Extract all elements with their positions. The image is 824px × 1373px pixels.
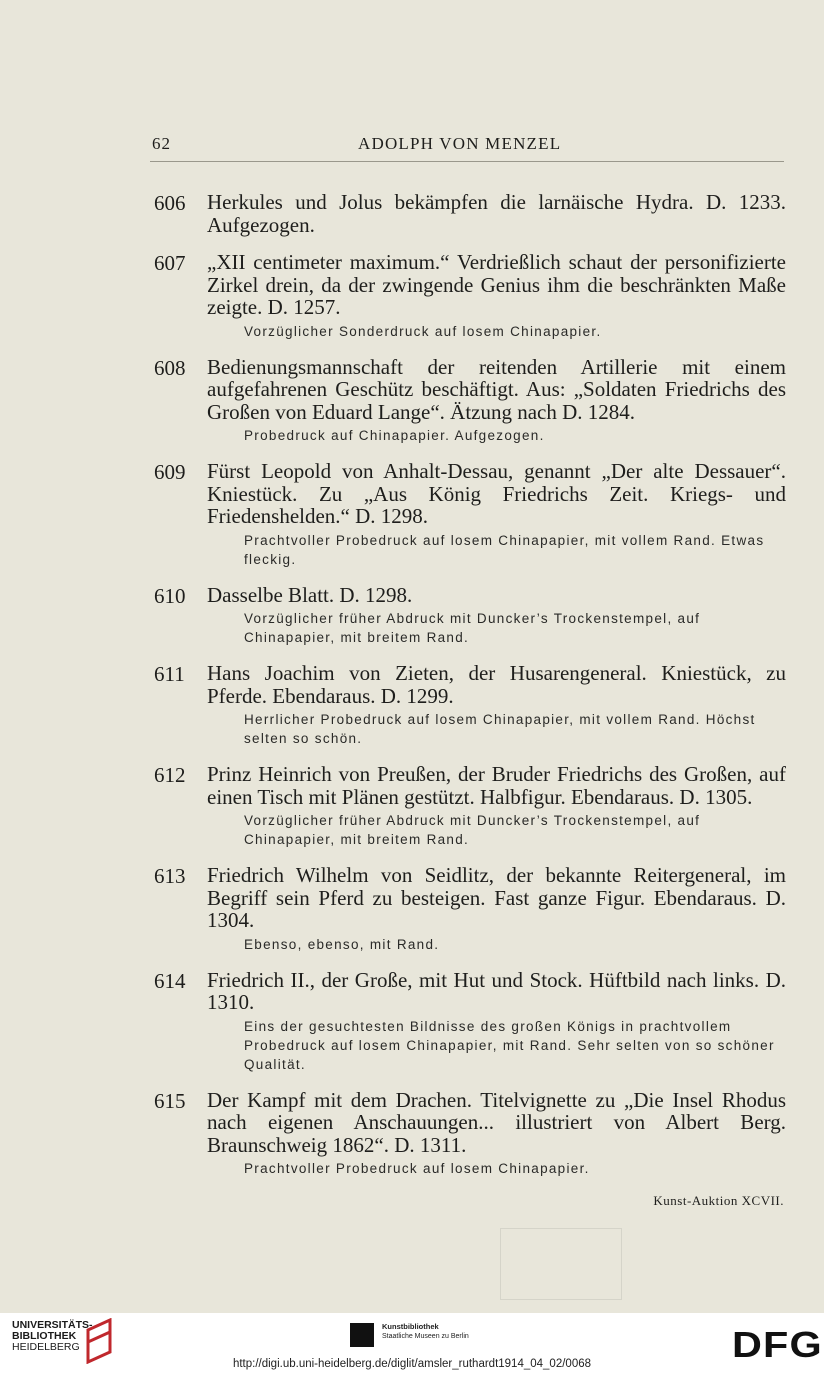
- entry-title: Herkules und Jolus bekämpfen die larnäische Hydra. D. 1233. Aufgezogen.: [207, 190, 786, 237]
- kunstbibliothek-logo-icon: [350, 1323, 374, 1347]
- entry-number: 608: [154, 355, 186, 380]
- entry-title: Fürst Leopold von Anhalt-Dessau, genannt „Der alte Dessauer“. Kniestück. Zu „Aus König Friedrichs Zeit. Kriegs- und Friedenshelden.“ D. 1298.: [207, 459, 786, 528]
- entry-number: 607: [154, 251, 186, 275]
- entry-number: 606: [154, 191, 186, 215]
- entry-number: 610: [154, 583, 186, 608]
- entry-note: Ebenso, ebenso, mit Rand.: [244, 936, 440, 952]
- page-number: 62: [152, 134, 171, 153]
- university-library-logo-text: [12, 1320, 93, 1353]
- running-title: ADOLPH VON MENZEL: [358, 134, 562, 153]
- entry-note: Eins der gesuchtesten Bildnisse des großen Königs in prachtvollem Probedruck auf losem Chinapapier, mit Rand. Sehr selten von so schöner Qualität.: [244, 1018, 775, 1072]
- entry-note: Prachtvoller Probedruck auf losem Chinapapier.: [244, 1161, 590, 1176]
- header-rule: [150, 161, 784, 162]
- entry-title: Bedienungsmannschaft der reitenden Artillerie mit einem aufgefahrenen Geschütz beschäftigt. Aus: „Soldaten Friedrichs des Großen von Eduard Lange“. Ätzung nach D. 1284.: [207, 354, 786, 424]
- entry-title: Hans Joachim von Zieten, der Husarengeneral. Kniestück, zu Pferde. Ebendaraus. D. 1299.: [207, 661, 786, 708]
- catalog-entry: [154, 864, 786, 954]
- entry-title: Dasselbe Blatt. D. 1298.: [207, 582, 413, 607]
- catalog-entry: [154, 763, 786, 849]
- entry-note: Vorzüglicher Sonderdruck auf losem Chinapapier.: [244, 323, 602, 339]
- catalog-entry: [154, 460, 786, 569]
- entry-title: Friedrich II., der Große, mit Hut und Stock. Hüftbild nach links. D. 1310.: [207, 967, 786, 1014]
- university-line-1: UNIVERSITÄTS-: [12, 1319, 93, 1331]
- catalog-entry: [154, 969, 786, 1074]
- entry-title: „XII centimeter maximum.“ Verdrießlich schaut der personifizierte Zirkel drein, da der zwingende Genius ihm die beschränkten Maße zeigte. D. 1257.: [207, 250, 786, 319]
- catalog-entry: [154, 251, 786, 341]
- catalog-entry: [154, 584, 786, 648]
- entry-number: 614: [154, 968, 186, 993]
- entry-note: Prachtvoller Probedruck auf losem Chinapapier, mit vollem Rand. Etwas fleckig.: [244, 532, 765, 567]
- dfg-logo: DFG: [732, 1324, 823, 1365]
- entry-note: Probedruck auf Chinapapier. Aufgezogen.: [244, 428, 545, 443]
- university-line-2: BIBLIOTHEK: [12, 1330, 77, 1342]
- entry-note: Herrlicher Probedruck auf losem Chinapapier, mit vollem Rand. Höchst selten so schön.: [244, 712, 756, 746]
- catalog-entry: [154, 356, 786, 446]
- entry-note: Vorzüglicher früher Abdruck mit Duncker’s Trockenstempel, auf Chinapapier, mit breitem Rand.: [244, 611, 701, 645]
- catalog-footer: Kunst-Auktion XCVII.: [653, 1193, 784, 1208]
- entry-number: 615: [154, 1088, 186, 1113]
- entry-number: 609: [154, 460, 186, 484]
- catalog-entry: [154, 662, 786, 748]
- university-line-3: HEIDELBERG: [12, 1341, 80, 1353]
- catalog-entry: [154, 191, 786, 236]
- entry-title: Der Kampf mit dem Drachen. Titelvignette zu „Die Insel Rhodus nach eigenen Anschauungen... illustriert von Albert Berg. Braunschweig 1862“. D. 1311.: [207, 1087, 786, 1157]
- entry-title: Friedrich Wilhelm von Seidlitz, der bekannte Reitergeneral, im Begriff sein Pferd zu besteigen. Fast ganze Figur. Ebendaraus. D. 1304.: [207, 863, 786, 932]
- page-header: [150, 134, 784, 160]
- entry-number: 612: [154, 763, 186, 787]
- faint-stamp: [500, 1228, 622, 1300]
- kunstbibliothek-text: [382, 1322, 469, 1341]
- permalink-url[interactable]: http://digi.ub.uni-heidelberg.de/diglit/amsler_ruthardt1914_04_02/0068: [232, 1358, 592, 1370]
- entry-title: Prinz Heinrich von Preußen, der Bruder Friedrichs des Großen, auf einen Tisch mit Plänen gestützt. Halbfigur. Ebendaraus. D. 1305.: [207, 762, 786, 809]
- entry-number: 613: [154, 864, 186, 888]
- catalog-entry: [154, 1089, 786, 1179]
- kb-line-1: Kunstbibliothek: [382, 1322, 439, 1331]
- kb-line-2: Staatliche Museen zu Berlin: [382, 1333, 469, 1340]
- catalog-entries: [154, 191, 786, 1193]
- entry-number: 611: [154, 662, 185, 686]
- entry-note: Vorzüglicher früher Abdruck mit Duncker’s Trockenstempel, auf Chinapapier, mit breitem Rand.: [244, 813, 701, 847]
